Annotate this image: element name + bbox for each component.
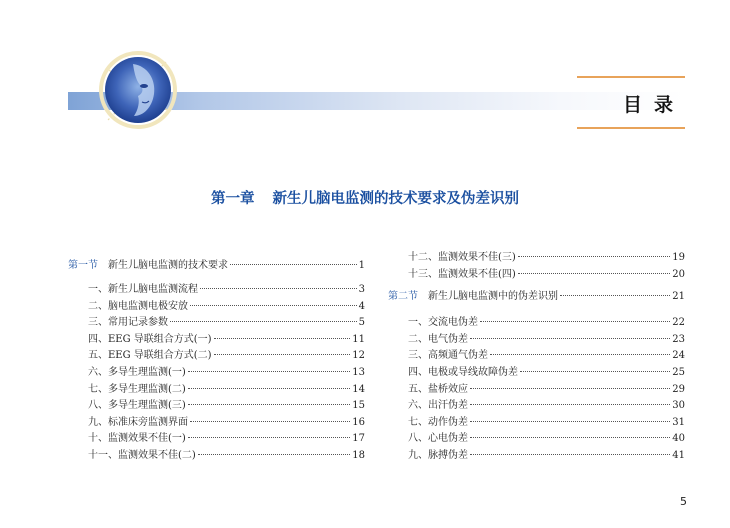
entry-label: 五、EEG 导联组合方式(二): [88, 350, 212, 362]
dot-leader: [480, 321, 670, 322]
page-title: 目录: [622, 94, 685, 116]
entry-label: 一、交流电伪差: [408, 317, 478, 329]
page-ref: 19: [672, 252, 685, 263]
page-ref: 17: [352, 433, 365, 445]
title-rule-top: [577, 76, 685, 78]
toc-entry[interactable]: [68, 330, 365, 347]
entry-label: 四、电极或导线故障伪差: [408, 366, 518, 378]
dot-leader: [200, 288, 357, 289]
page-ref: 29: [672, 383, 685, 395]
toc-entry[interactable]: [68, 346, 365, 363]
toc-entry[interactable]: [388, 248, 685, 265]
toc-entry[interactable]: [68, 446, 365, 463]
dot-leader: [470, 454, 670, 455]
page-ref: 12: [352, 350, 365, 362]
dot-leader: [214, 338, 351, 339]
entry-label: 七、动作伪差: [408, 416, 468, 428]
dot-leader: [470, 421, 670, 422]
page-ref: 24: [672, 350, 685, 362]
toc-entry[interactable]: [68, 313, 365, 330]
toc-entry[interactable]: [388, 446, 685, 463]
dot-leader: [490, 354, 670, 355]
page-ref: 16: [352, 416, 365, 428]
dot-leader: [170, 321, 357, 322]
page-ref: 31: [672, 416, 685, 428]
toc-entry[interactable]: [388, 363, 685, 380]
dot-leader: [198, 454, 350, 455]
page-ref: 13: [352, 366, 365, 378]
dot-leader: [520, 371, 670, 372]
dot-leader: [560, 295, 670, 296]
page-ref: 15: [352, 400, 365, 412]
dot-leader: [230, 264, 357, 265]
page-ref: 18: [352, 449, 365, 461]
dot-leader: [470, 338, 670, 339]
toc-section-entry[interactable]: [68, 256, 365, 274]
page-ref: 11: [352, 333, 365, 345]
toc-entry[interactable]: [388, 429, 685, 446]
entry-label: 十二、监测效果不佳(三): [408, 252, 516, 263]
dot-leader: [470, 437, 670, 438]
toc-entry[interactable]: [388, 396, 685, 413]
section-number: 第二节: [388, 291, 418, 303]
dot-leader: [214, 354, 351, 355]
dot-leader: [190, 305, 357, 306]
entry-label: 十一、监测效果不佳(二): [88, 449, 196, 461]
page-ref: 30: [672, 400, 685, 412]
dot-leader: [518, 256, 670, 257]
toc-right-column: [388, 248, 685, 463]
entry-label: 五、盐桥效应: [408, 383, 468, 395]
entry-label: 八、多导生理监测(三): [88, 400, 186, 412]
entry-label: 十三、监测效果不佳(四): [408, 268, 516, 280]
page-ref: 1: [358, 260, 365, 271]
section-title: 新生儿脑电监测中的伪差识别: [428, 291, 558, 303]
toc-entry[interactable]: [388, 380, 685, 397]
toc-entry[interactable]: [388, 313, 685, 330]
toc-entry[interactable]: [68, 297, 365, 314]
baby-face-logo: [88, 40, 188, 140]
page-ref: 4: [358, 300, 365, 312]
page-ref: 21: [672, 291, 685, 303]
toc-entry[interactable]: [68, 363, 365, 380]
page-ref: 25: [672, 366, 685, 378]
toc-entry[interactable]: [388, 413, 685, 430]
toc-entry[interactable]: [68, 429, 365, 446]
toc-entry[interactable]: [68, 413, 365, 430]
page-ref: 41: [672, 449, 685, 461]
title-rule-bottom: [577, 127, 685, 129]
toc-entry[interactable]: [388, 346, 685, 363]
entry-label: 七、多导生理监测(二): [88, 383, 186, 395]
toc-entry[interactable]: [68, 380, 365, 397]
page-ref: 23: [672, 333, 685, 345]
page-ref: 22: [672, 317, 685, 329]
entry-label: 九、标准床旁监测界面: [88, 416, 188, 428]
entry-label: 二、脑电监测电极安放: [88, 300, 188, 312]
section-number: 第一节: [68, 260, 98, 271]
dot-leader: [518, 273, 670, 274]
dot-leader: [188, 388, 350, 389]
chapter-title: 新生儿脑电监测的技术要求及伪差识别: [272, 191, 519, 207]
entry-label: 三、常用记录参数: [88, 317, 168, 329]
dot-leader: [190, 421, 350, 422]
page-ref: 40: [672, 433, 685, 445]
entry-label: 九、脉搏伪差: [408, 449, 468, 461]
entry-label: 二、电气伪差: [408, 333, 468, 345]
page-ref: 20: [672, 268, 685, 280]
dot-leader: [188, 437, 350, 438]
page-ref: 3: [358, 284, 365, 295]
toc-entry[interactable]: [388, 330, 685, 347]
chapter-number: 第一章: [211, 191, 255, 207]
entry-label: 六、多导生理监测(一): [88, 366, 186, 378]
dot-leader: [470, 388, 670, 389]
chapter-heading: [0, 187, 730, 208]
dot-leader: [188, 371, 350, 372]
entry-label: 八、心电伪差: [408, 433, 468, 445]
entry-label: 一、新生儿脑电监测流程: [88, 284, 198, 295]
section-title: 新生儿脑电监测的技术要求: [108, 260, 228, 271]
entry-label: 三、高频通气伪差: [408, 350, 488, 362]
toc-entry[interactable]: [68, 280, 365, 297]
page-ref: 14: [352, 383, 365, 395]
toc-left-column: [68, 256, 365, 463]
entry-label: 四、EEG 导联组合方式(一): [88, 333, 212, 345]
dot-leader: [470, 404, 670, 405]
entry-label: 十、监测效果不佳(一): [88, 433, 186, 445]
toc-entry[interactable]: [68, 396, 365, 413]
toc-entry[interactable]: [388, 265, 685, 282]
toc-section-entry[interactable]: [388, 287, 685, 305]
page-ref: 5: [358, 317, 365, 329]
dot-leader: [188, 404, 350, 405]
page-number: 5: [680, 495, 687, 508]
entry-label: 六、出汗伪差: [408, 400, 468, 412]
